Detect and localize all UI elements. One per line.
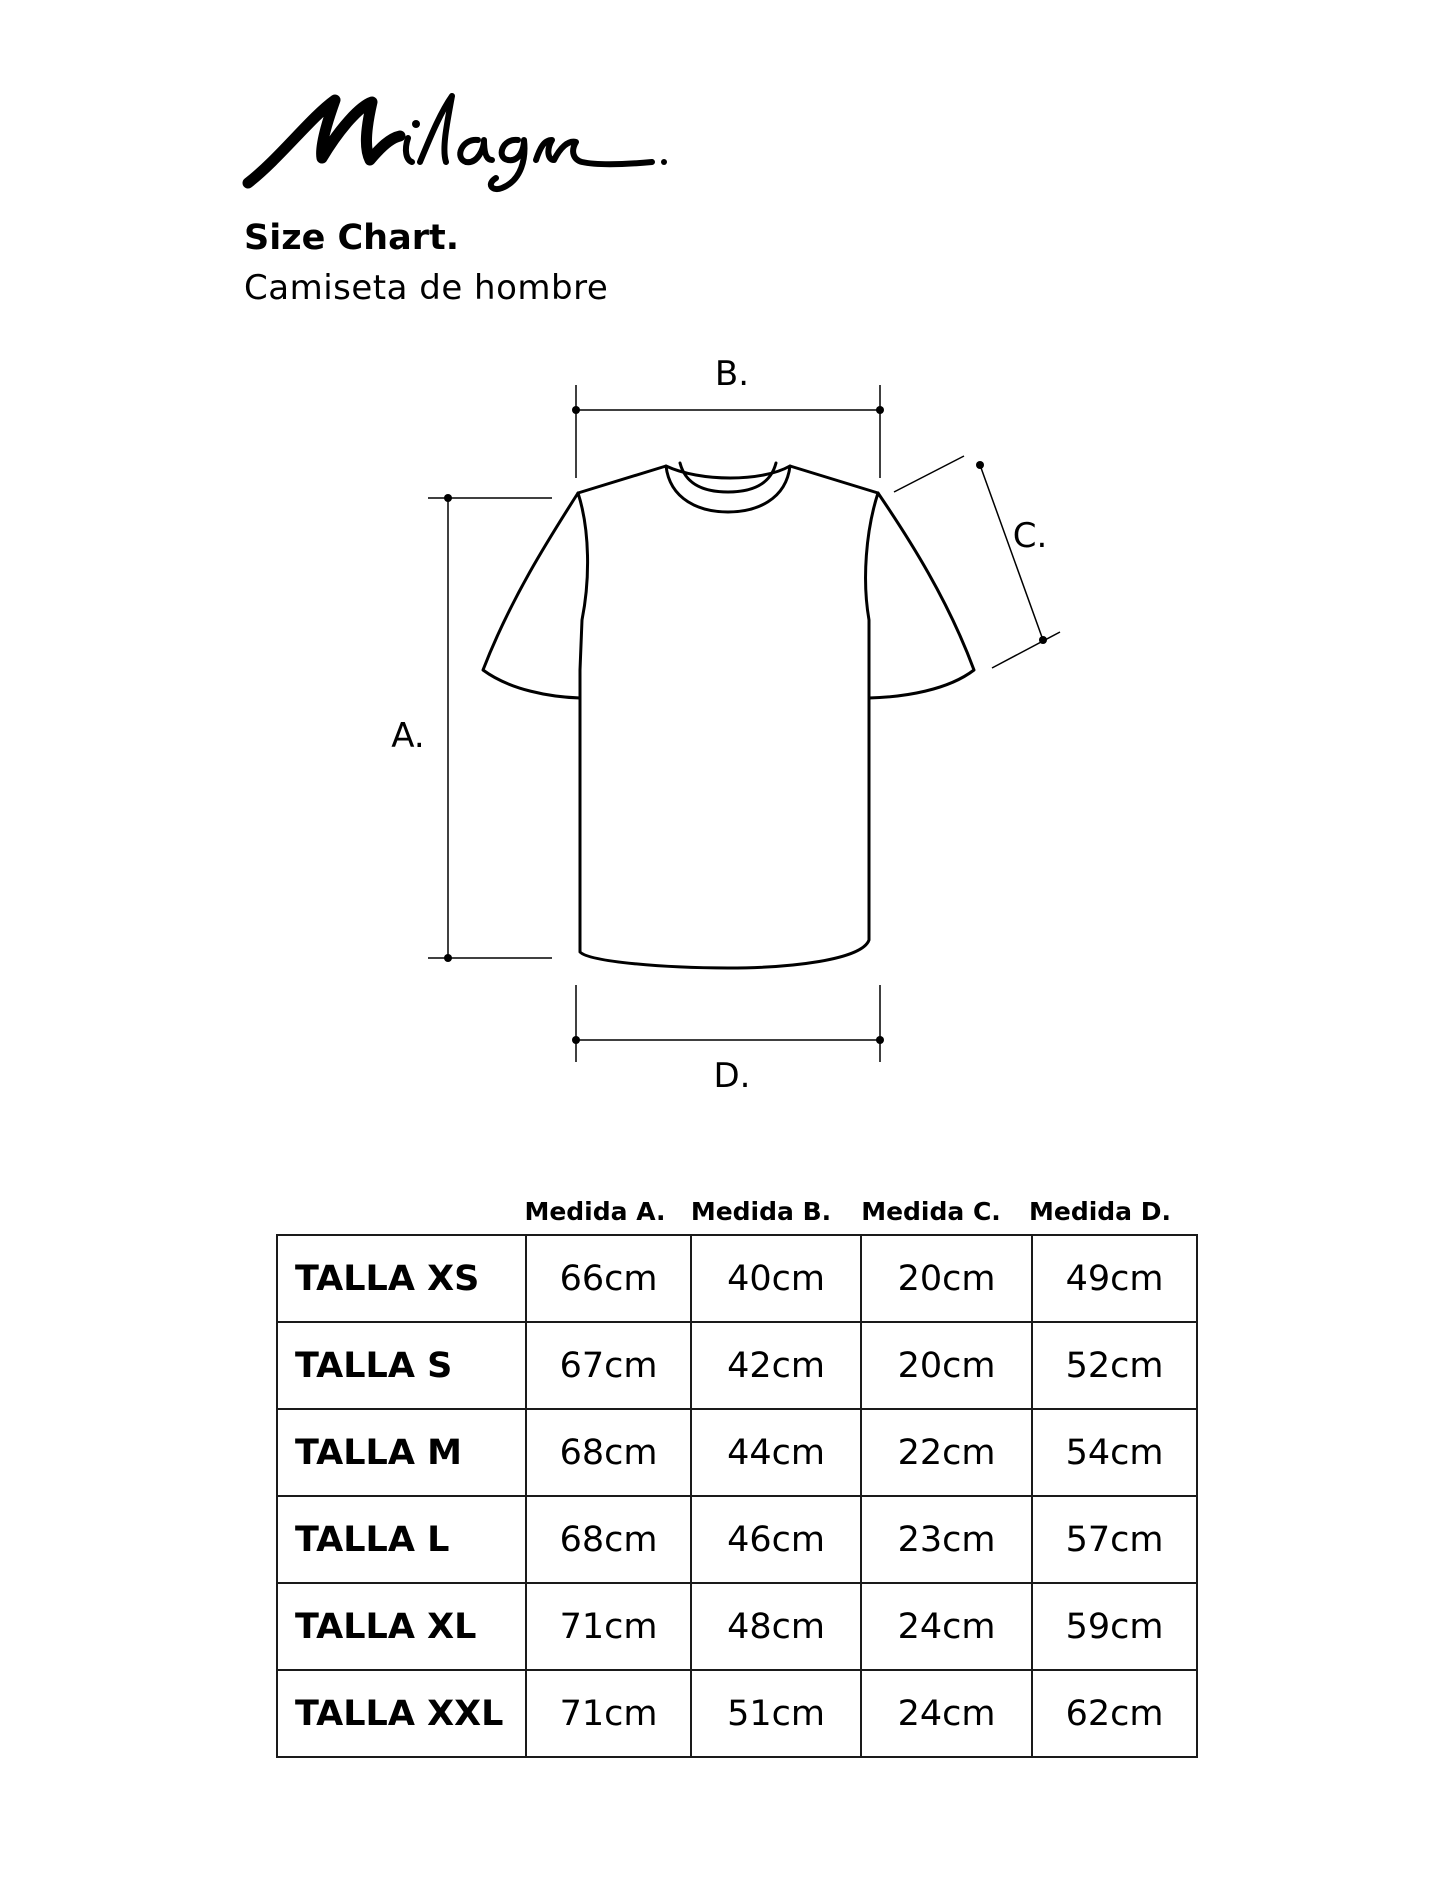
size-name-cell: TALLA M	[277, 1409, 526, 1496]
table-cell: 24cm	[861, 1670, 1032, 1757]
table-row	[277, 1583, 1197, 1670]
label-d: D.	[713, 1056, 751, 1096]
table-cell: 40cm	[691, 1235, 861, 1322]
t-shirt-outline-icon	[483, 463, 974, 968]
label-b: B.	[714, 354, 750, 394]
table-row	[277, 1322, 1197, 1409]
table-cell: 71cm	[526, 1670, 691, 1757]
table-cell: 20cm	[861, 1322, 1032, 1409]
column-header: Medida A.	[524, 1197, 666, 1226]
table-column-headers	[510, 1197, 1180, 1237]
table-cell: 68cm	[526, 1496, 691, 1583]
table-row	[277, 1235, 1197, 1322]
page-title: Size Chart.	[244, 218, 460, 258]
page-subtitle: Camiseta de hombre	[244, 268, 609, 308]
size-name-cell: TALLA XXL	[277, 1670, 526, 1757]
table-cell: 67cm	[526, 1322, 691, 1409]
table-cell: 44cm	[691, 1409, 861, 1496]
table-cell: 54cm	[1032, 1409, 1197, 1496]
column-header: Medida D.	[1028, 1197, 1172, 1226]
table-cell: 62cm	[1032, 1670, 1197, 1757]
table-cell: 59cm	[1032, 1583, 1197, 1670]
table-cell: 46cm	[691, 1496, 861, 1583]
table-cell: 68cm	[526, 1409, 691, 1496]
size-name-cell: TALLA XS	[277, 1235, 526, 1322]
table-cell: 51cm	[691, 1670, 861, 1757]
table-cell: 24cm	[861, 1583, 1032, 1670]
label-c: C.	[1012, 516, 1048, 556]
table-cell: 66cm	[526, 1235, 691, 1322]
table-cell: 23cm	[861, 1496, 1032, 1583]
table-row	[277, 1409, 1197, 1496]
measurement-lines	[428, 385, 1060, 1062]
table-cell: 71cm	[526, 1583, 691, 1670]
size-name-cell: TALLA S	[277, 1322, 526, 1409]
column-header: Medida B.	[690, 1197, 832, 1226]
table-cell: 52cm	[1032, 1322, 1197, 1409]
table-row	[277, 1670, 1197, 1757]
table-cell: 20cm	[861, 1235, 1032, 1322]
table-cell: 48cm	[691, 1583, 861, 1670]
column-header: Medida C.	[861, 1197, 1001, 1226]
table-cell: 57cm	[1032, 1496, 1197, 1583]
table-cell: 42cm	[691, 1322, 861, 1409]
table-row	[277, 1496, 1197, 1583]
table-cell: 49cm	[1032, 1235, 1197, 1322]
size-name-cell: TALLA XL	[277, 1583, 526, 1670]
size-name-cell: TALLA L	[277, 1496, 526, 1583]
table-cell: 22cm	[861, 1409, 1032, 1496]
size-table	[276, 1234, 1198, 1758]
label-a: A.	[391, 716, 425, 756]
